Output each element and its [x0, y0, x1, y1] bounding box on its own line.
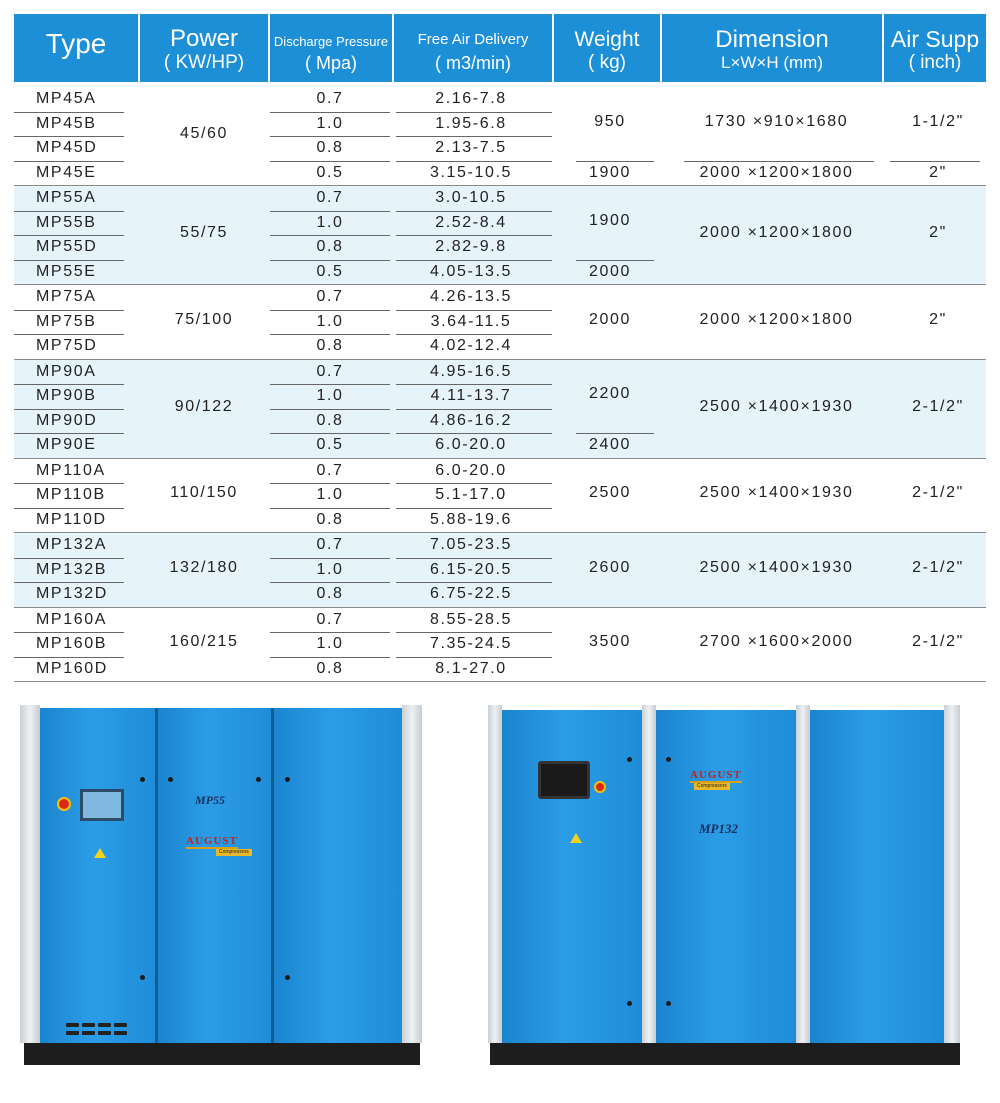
cell-divider: [576, 161, 654, 162]
cabinet-panel-3: [810, 710, 944, 1043]
model-group: [14, 360, 986, 459]
model-type-cell: MP55B: [36, 213, 97, 231]
warning-triangle-icon: [94, 848, 106, 858]
brand-logo-right: AUGUST: [690, 769, 742, 781]
warning-triangle-icon: [570, 833, 582, 843]
door-latch-icon: [627, 1001, 632, 1006]
air-supply-cell: 2-1/2": [912, 558, 964, 576]
discharge-pressure-cell: 1.0: [316, 387, 344, 404]
power-cell: 90/122: [174, 397, 234, 415]
brand-sub-right: Compressors: [694, 783, 730, 790]
discharge-pressure-cell: 0.7: [316, 610, 344, 628]
door-latch-icon: [666, 757, 671, 762]
emergency-stop-icon: [57, 797, 71, 811]
model-type-cell: MP45B: [36, 114, 97, 132]
cabinet-panel-3: [273, 708, 402, 1043]
model-label-right: MP132: [699, 821, 738, 836]
free-air-delivery-cell: 6.75-22.5: [429, 585, 512, 602]
model-type-cell: MP90E: [36, 436, 97, 453]
dimension-cell: 2700 ×1600×2000: [699, 633, 854, 651]
free-air-delivery-cell: 2.82-9.8: [435, 238, 507, 255]
header-discharge-pressure: [270, 14, 392, 82]
discharge-pressure-cell: 1.0: [316, 312, 344, 330]
discharge-pressure-cell: 0.8: [316, 585, 344, 602]
header-pressure-title: Discharge Pressure: [273, 34, 389, 49]
weight-cell: 2000: [589, 262, 631, 280]
air-supply-cell: 2": [929, 310, 947, 328]
panel-seam: [155, 708, 158, 1043]
header-weight-unit: ( kg): [588, 52, 626, 73]
model-type-cell: MP75D: [36, 337, 98, 354]
cell-divider: [890, 161, 980, 162]
power-cell: 45/60: [179, 125, 229, 142]
free-air-delivery-cell: 6.15-20.5: [429, 560, 512, 578]
vent-slot-icon: [98, 1023, 111, 1027]
model-type-cell: MP90D: [36, 411, 98, 429]
model-type-cell: MP55A: [36, 189, 97, 206]
dimension-cell: 1730 ×910×1680: [704, 112, 849, 130]
free-air-delivery-cell: 3.64-11.5: [430, 312, 512, 330]
weight-cell: 3500: [589, 633, 631, 651]
compressor-photo-left: [20, 705, 424, 1070]
model-type-cell: MP132B: [36, 560, 107, 578]
air-supply-cell: 1-1/2": [912, 112, 964, 130]
free-air-delivery-cell: 5.88-19.6: [429, 510, 512, 528]
discharge-pressure-cell: 0.8: [316, 659, 344, 677]
power-cell: 160/215: [169, 633, 239, 651]
free-air-delivery-cell: 4.02-12.4: [429, 337, 512, 354]
dimension-cell: 2500 ×1400×1930: [699, 397, 854, 415]
discharge-pressure-cell: 0.8: [316, 238, 344, 255]
discharge-pressure-cell: 0.7: [316, 189, 344, 206]
dimension-cell: 2500 ×1400×1930: [699, 484, 854, 502]
power-cell: 132/180: [169, 558, 239, 576]
header-dimension: [662, 14, 882, 82]
model-type-cell: MP75B: [36, 312, 97, 330]
discharge-pressure-cell: 0.7: [316, 288, 344, 305]
emergency-stop-icon: [594, 781, 606, 793]
header-power-title: Power: [169, 25, 239, 52]
discharge-pressure-cell: 0.7: [316, 362, 344, 380]
right-frame-edge: [402, 705, 422, 1043]
discharge-pressure-cell: 0.8: [316, 411, 344, 429]
left-frame-edge: [20, 705, 40, 1043]
weight-cell: 1900: [589, 163, 631, 181]
free-air-delivery-cell: 4.95-16.5: [429, 362, 512, 380]
cabinet-panel-2: [157, 708, 272, 1043]
dimension-cell: 2500 ×1400×1930: [699, 558, 854, 576]
discharge-pressure-cell: 0.7: [316, 90, 344, 107]
header-power-unit: ( KW/HP): [163, 52, 245, 73]
vent-slot-icon: [82, 1023, 95, 1027]
model-type-cell: MP160A: [36, 610, 107, 628]
free-air-delivery-cell: 1.95-6.8: [435, 114, 507, 132]
panel-seam: [271, 708, 274, 1043]
discharge-pressure-cell: 0.8: [316, 337, 344, 354]
dimension-cell: 2000 ×1200×1800: [699, 163, 854, 181]
model-type-cell: MP110B: [36, 486, 106, 503]
model-type-cell: MP45A: [36, 90, 97, 107]
free-air-delivery-cell: 4.86-16.2: [429, 411, 512, 429]
free-air-delivery-cell: 4.26-13.5: [429, 288, 512, 305]
model-type-cell: MP55D: [36, 238, 98, 255]
header-power: [140, 14, 268, 82]
weight-cell: 2200: [589, 385, 631, 403]
cabinet-base: [24, 1043, 420, 1065]
free-air-delivery-cell: 8.55-28.5: [429, 610, 512, 628]
header-weight-title: Weight: [574, 28, 640, 51]
door-latch-icon: [168, 777, 173, 782]
vent-slot-icon: [66, 1031, 79, 1035]
vent-slot-icon: [114, 1031, 127, 1035]
free-air-delivery-cell: 4.05-13.5: [429, 262, 512, 280]
header-fad-title: Free Air Delivery: [417, 31, 529, 48]
free-air-delivery-cell: 6.0-20.0: [435, 461, 507, 479]
model-type-cell: MP160D: [36, 659, 108, 677]
header-dimension-unit: L×W×H (mm): [721, 53, 823, 72]
header-type: Type: [14, 14, 138, 82]
door-latch-icon: [256, 777, 261, 782]
model-type-cell: MP132D: [36, 585, 108, 602]
weight-cell: 2600: [589, 558, 631, 576]
header-pressure-unit: ( Mpa): [304, 53, 357, 73]
model-type-cell: MP110D: [36, 510, 107, 528]
model-group: [14, 459, 986, 534]
brand-sub-left: Compressors: [216, 849, 252, 856]
model-type-cell: MP45D: [36, 139, 98, 156]
air-supply-cell: 2-1/2": [912, 484, 964, 502]
model-group: [14, 533, 986, 608]
left-frame-edge: [488, 705, 502, 1043]
free-air-delivery-cell: 2.13-7.5: [435, 139, 507, 156]
cell-divider: [684, 161, 874, 162]
model-type-cell: MP132A: [36, 536, 107, 553]
free-air-delivery-cell: 6.0-20.0: [435, 436, 507, 453]
free-air-delivery-cell: 4.11-13.7: [430, 387, 512, 404]
brand-logo-left: AUGUST: [186, 835, 238, 847]
dimension-cell: 2000 ×1200×1800: [699, 310, 854, 328]
model-type-cell: MP160B: [36, 635, 107, 652]
cabinet-panel-2: [656, 710, 796, 1043]
model-label-left: MP55: [195, 793, 225, 807]
model-group: [14, 186, 986, 285]
free-air-delivery-cell: 8.1-27.0: [435, 659, 507, 677]
door-latch-icon: [285, 975, 290, 980]
header-air-unit: ( inch): [908, 52, 962, 73]
discharge-pressure-cell: 0.5: [316, 163, 344, 181]
cabinet-panel-1: [502, 710, 642, 1043]
model-type-cell: MP90B: [36, 387, 97, 404]
control-display: [538, 761, 590, 799]
right-frame-edge: [944, 705, 960, 1043]
model-type-cell: MP110A: [36, 461, 106, 479]
air-supply-cell: 2-1/2": [912, 397, 964, 415]
air-supply-cell: 2": [929, 224, 947, 241]
weight-cell: 950: [594, 112, 626, 130]
discharge-pressure-cell: 0.5: [316, 262, 344, 280]
free-air-delivery-cell: 3.15-10.5: [429, 163, 512, 181]
free-air-delivery-cell: 2.52-8.4: [435, 213, 507, 231]
model-type-cell: MP45E: [36, 163, 97, 181]
weight-cell: 2400: [589, 436, 631, 453]
power-cell: 55/75: [179, 224, 229, 241]
compressor-photo-right: [488, 705, 962, 1070]
discharge-pressure-cell: 0.5: [316, 436, 344, 453]
header-fad-unit: ( m3/min): [435, 53, 511, 73]
header-dimension-title: Dimension: [715, 26, 829, 53]
model-type-cell: MP75A: [36, 288, 97, 305]
discharge-pressure-cell: 0.7: [316, 461, 344, 479]
header-air-supply: [884, 14, 986, 82]
model-type-cell: MP90A: [36, 362, 97, 380]
control-display: [80, 789, 124, 821]
model-group: [14, 87, 986, 186]
free-air-delivery-cell: 7.35-24.5: [429, 635, 512, 652]
model-group: [14, 285, 986, 360]
header-air-title: Air Supp: [890, 26, 980, 52]
door-latch-icon: [285, 777, 290, 782]
free-air-delivery-cell: 2.16-7.8: [435, 90, 507, 107]
frame-divider: [642, 705, 656, 1043]
air-supply-cell: 2": [929, 163, 947, 181]
free-air-delivery-cell: 5.1-17.0: [435, 486, 507, 503]
weight-cell: 2000: [589, 310, 631, 328]
cabinet-base: [490, 1043, 960, 1065]
header-weight: [554, 14, 660, 82]
weight-cell: 2500: [589, 484, 631, 502]
free-air-delivery-cell: 3.0-10.5: [435, 189, 507, 206]
door-latch-icon: [666, 1001, 671, 1006]
discharge-pressure-cell: 1.0: [316, 560, 344, 578]
free-air-delivery-cell: 7.05-23.5: [429, 536, 512, 553]
discharge-pressure-cell: 0.8: [316, 139, 344, 156]
cell-divider: [576, 433, 654, 434]
header-free-air-delivery: [394, 14, 552, 82]
door-latch-icon: [140, 975, 145, 980]
weight-cell: 1900: [589, 211, 631, 229]
door-latch-icon: [627, 757, 632, 762]
power-cell: 75/100: [174, 310, 234, 328]
cabinet-panel-1: [40, 708, 156, 1043]
power-cell: 110/150: [170, 484, 238, 502]
dimension-cell: 2000 ×1200×1800: [699, 224, 854, 241]
door-latch-icon: [140, 777, 145, 782]
discharge-pressure-cell: 1.0: [316, 114, 344, 132]
vent-slot-icon: [82, 1031, 95, 1035]
model-type-cell: MP55E: [36, 262, 97, 280]
vent-slot-icon: [114, 1023, 127, 1027]
discharge-pressure-cell: 1.0: [316, 213, 344, 231]
model-group: [14, 608, 986, 683]
cell-divider: [576, 260, 654, 261]
vent-slot-icon: [98, 1031, 111, 1035]
discharge-pressure-cell: 0.8: [316, 510, 344, 528]
discharge-pressure-cell: 1.0: [316, 486, 344, 503]
frame-divider: [796, 705, 810, 1043]
discharge-pressure-cell: 0.7: [316, 536, 344, 553]
air-supply-cell: 2-1/2": [912, 633, 964, 651]
discharge-pressure-cell: 1.0: [316, 635, 344, 652]
vent-slot-icon: [66, 1023, 79, 1027]
